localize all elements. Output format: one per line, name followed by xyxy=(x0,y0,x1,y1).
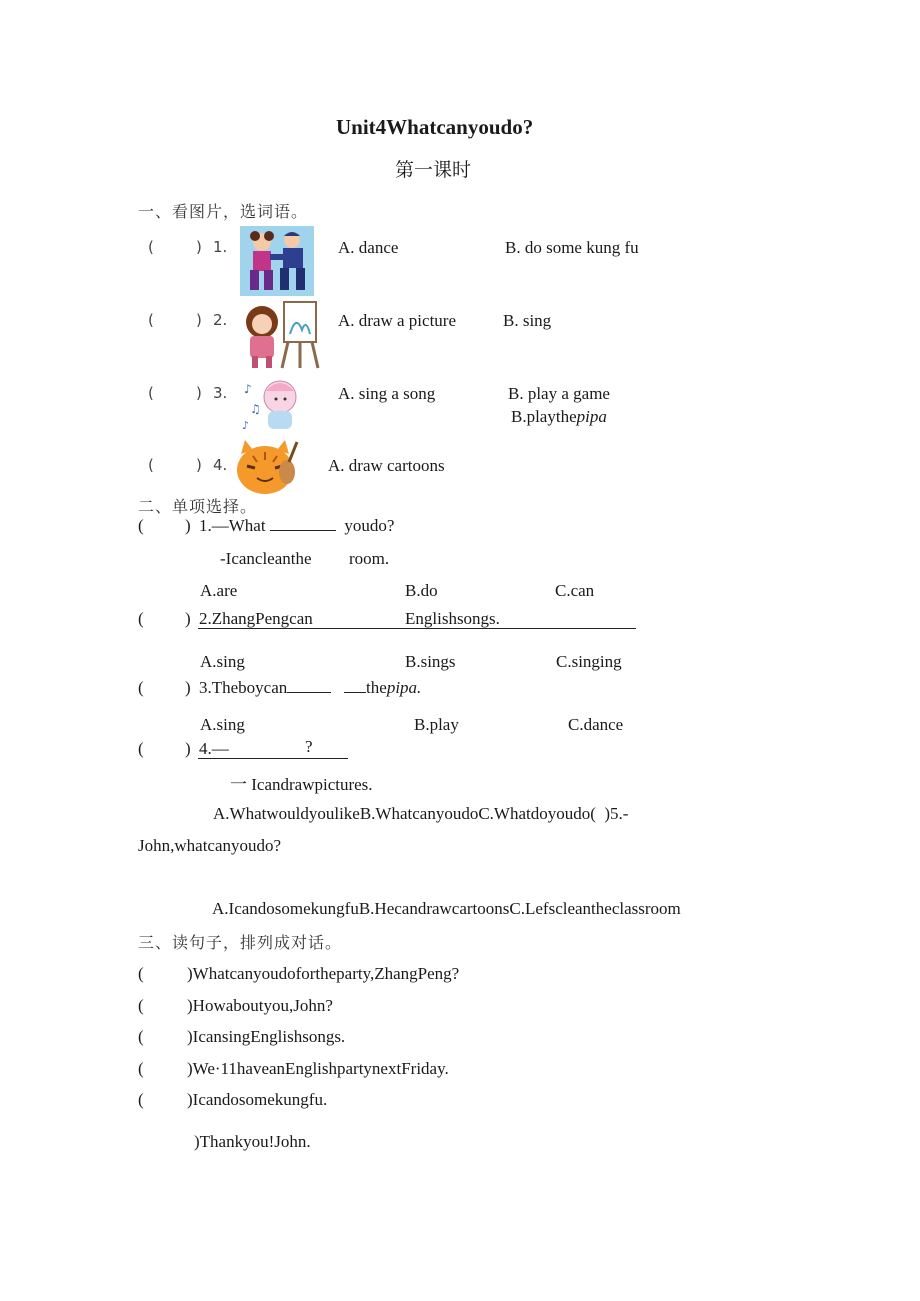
q2-option-c: C.singing xyxy=(556,652,622,671)
s3-line-4: )We·11haveanEnglishpartynextFriday. xyxy=(187,1059,449,1078)
kung-fu-picture xyxy=(240,226,314,296)
q3-option-a: A.sing xyxy=(200,715,245,734)
pipa-prefix: B.playthe xyxy=(511,407,577,426)
q2-underline[interactable] xyxy=(198,628,636,629)
item4-paren-open: ( xyxy=(148,456,154,474)
q4-underline[interactable] xyxy=(198,758,348,759)
q3-paren-close: ) xyxy=(185,678,191,697)
s3-paren-3: ( xyxy=(138,1027,144,1046)
q2-paren-close: ) xyxy=(185,609,191,628)
section1-heading: 一、看图片，选词语。 xyxy=(138,202,309,221)
item2-paren-open: ( xyxy=(148,311,154,329)
q1-blank[interactable] xyxy=(270,516,336,531)
item4-number: 4. xyxy=(213,456,228,474)
item3-paren-close: ) xyxy=(196,384,202,402)
pipa-italic: pipa xyxy=(576,407,607,426)
q3-paren-open: ( xyxy=(138,678,144,697)
q1-option-b: B.do xyxy=(405,581,438,600)
girl-drawing-picture xyxy=(238,300,324,370)
section3-heading: 三、读句子，排列成对话。 xyxy=(138,933,343,952)
q3-option-c: C.dance xyxy=(568,715,624,734)
section2-heading: 二、单项选择。 xyxy=(138,497,258,516)
s3-line-1: )Whatcanyoudofortheparty,ZhangPeng? xyxy=(187,964,460,983)
q5-stem: John,whatcanyoudo? xyxy=(138,836,282,855)
q1-option-c: C.can xyxy=(555,581,595,600)
s3-paren-1: ( xyxy=(138,964,144,983)
s3-paren-4: ( xyxy=(138,1059,144,1078)
page-title: Unit4Whatcanyoudo? xyxy=(336,115,534,139)
item1-number: 1. xyxy=(213,238,228,256)
item3-option-b: B. play a game xyxy=(508,384,610,403)
s3-paren-5: ( xyxy=(138,1090,144,1109)
q5-options: A.IcandosomekungfuB.HecandrawcartoonsC.Lefscleantheclassroom xyxy=(212,899,681,918)
q4-stem-post: ? xyxy=(305,737,313,756)
q1-paren-open: ( xyxy=(138,516,144,535)
q3-stem xyxy=(199,678,421,698)
tiger-pipa-picture xyxy=(231,436,303,498)
q4-paren-open: ( xyxy=(138,739,144,758)
q3-stem-pre: 3.Theboycan xyxy=(199,678,288,697)
svg-text:♪: ♪ xyxy=(244,382,252,396)
q1-stem xyxy=(199,516,394,536)
item3-option-b-pipa xyxy=(511,407,607,427)
q1-stem-pre: 1.—What xyxy=(199,516,266,535)
q1-option-a: A.are xyxy=(200,581,238,600)
q4-answer: 一 Icandrawpictures. xyxy=(230,775,373,794)
item4-paren-close: ) xyxy=(196,456,202,474)
q4-paren-close: ) xyxy=(185,739,191,758)
s3-line-3: )IcansingEnglishsongs. xyxy=(187,1027,346,1046)
item2-option-a: A. draw a picture xyxy=(338,311,457,330)
item1-option-a: A. dance xyxy=(338,238,399,257)
q2-option-a: A.sing xyxy=(200,652,245,671)
q2-option-b: B.sings xyxy=(405,652,456,671)
singing-picture xyxy=(240,373,304,435)
s3-line-6: )Thankyou!John. xyxy=(194,1132,311,1151)
q1-answer: -Icancleanthe xyxy=(220,549,312,568)
s3-line-5: )Icandosomekungfu. xyxy=(187,1090,328,1109)
svg-text:♫: ♫ xyxy=(250,402,261,416)
item1-paren-open: ( xyxy=(148,238,154,256)
item3-option-a: A. sing a song xyxy=(338,384,436,403)
q2-stem-post: Englishsongs. xyxy=(405,609,500,628)
q3-stem-mid: the xyxy=(366,678,387,697)
q3-stem-italic: pipa. xyxy=(386,678,422,697)
q4-stem-pre: 4.— xyxy=(199,739,229,758)
lesson-subtitle: 第一课时 xyxy=(395,160,472,181)
q3-option-b: B.play xyxy=(414,715,459,734)
q2-paren-open: ( xyxy=(138,609,144,628)
q4-options: A.WhatwouldyoulikeB.WhatcanyoudoC.Whatdoyoudo( )5.- xyxy=(213,804,629,823)
item2-number: 2. xyxy=(213,311,228,329)
item1-paren-close: ) xyxy=(196,238,202,256)
q2-stem-pre: 2.ZhangPengcan xyxy=(199,609,313,628)
q3-blank-1[interactable] xyxy=(287,678,331,693)
q1-answer-room: room. xyxy=(349,549,390,568)
q3-blank-2[interactable] xyxy=(344,678,366,693)
item2-paren-close: ) xyxy=(196,311,202,329)
s3-paren-2: ( xyxy=(138,996,144,1015)
q1-stem-post: youdo? xyxy=(344,516,395,535)
q1-paren-close: ) xyxy=(185,516,191,535)
item4-option-a: A. draw cartoons xyxy=(328,456,445,475)
item2-option-b: B. sing xyxy=(503,311,552,330)
item3-paren-open: ( xyxy=(148,384,154,402)
s3-line-2: )Howaboutyou,John? xyxy=(187,996,333,1015)
item1-option-b: B. do some kung fu xyxy=(505,238,639,257)
svg-text:♪: ♪ xyxy=(242,419,250,432)
item3-number: 3. xyxy=(213,384,228,402)
